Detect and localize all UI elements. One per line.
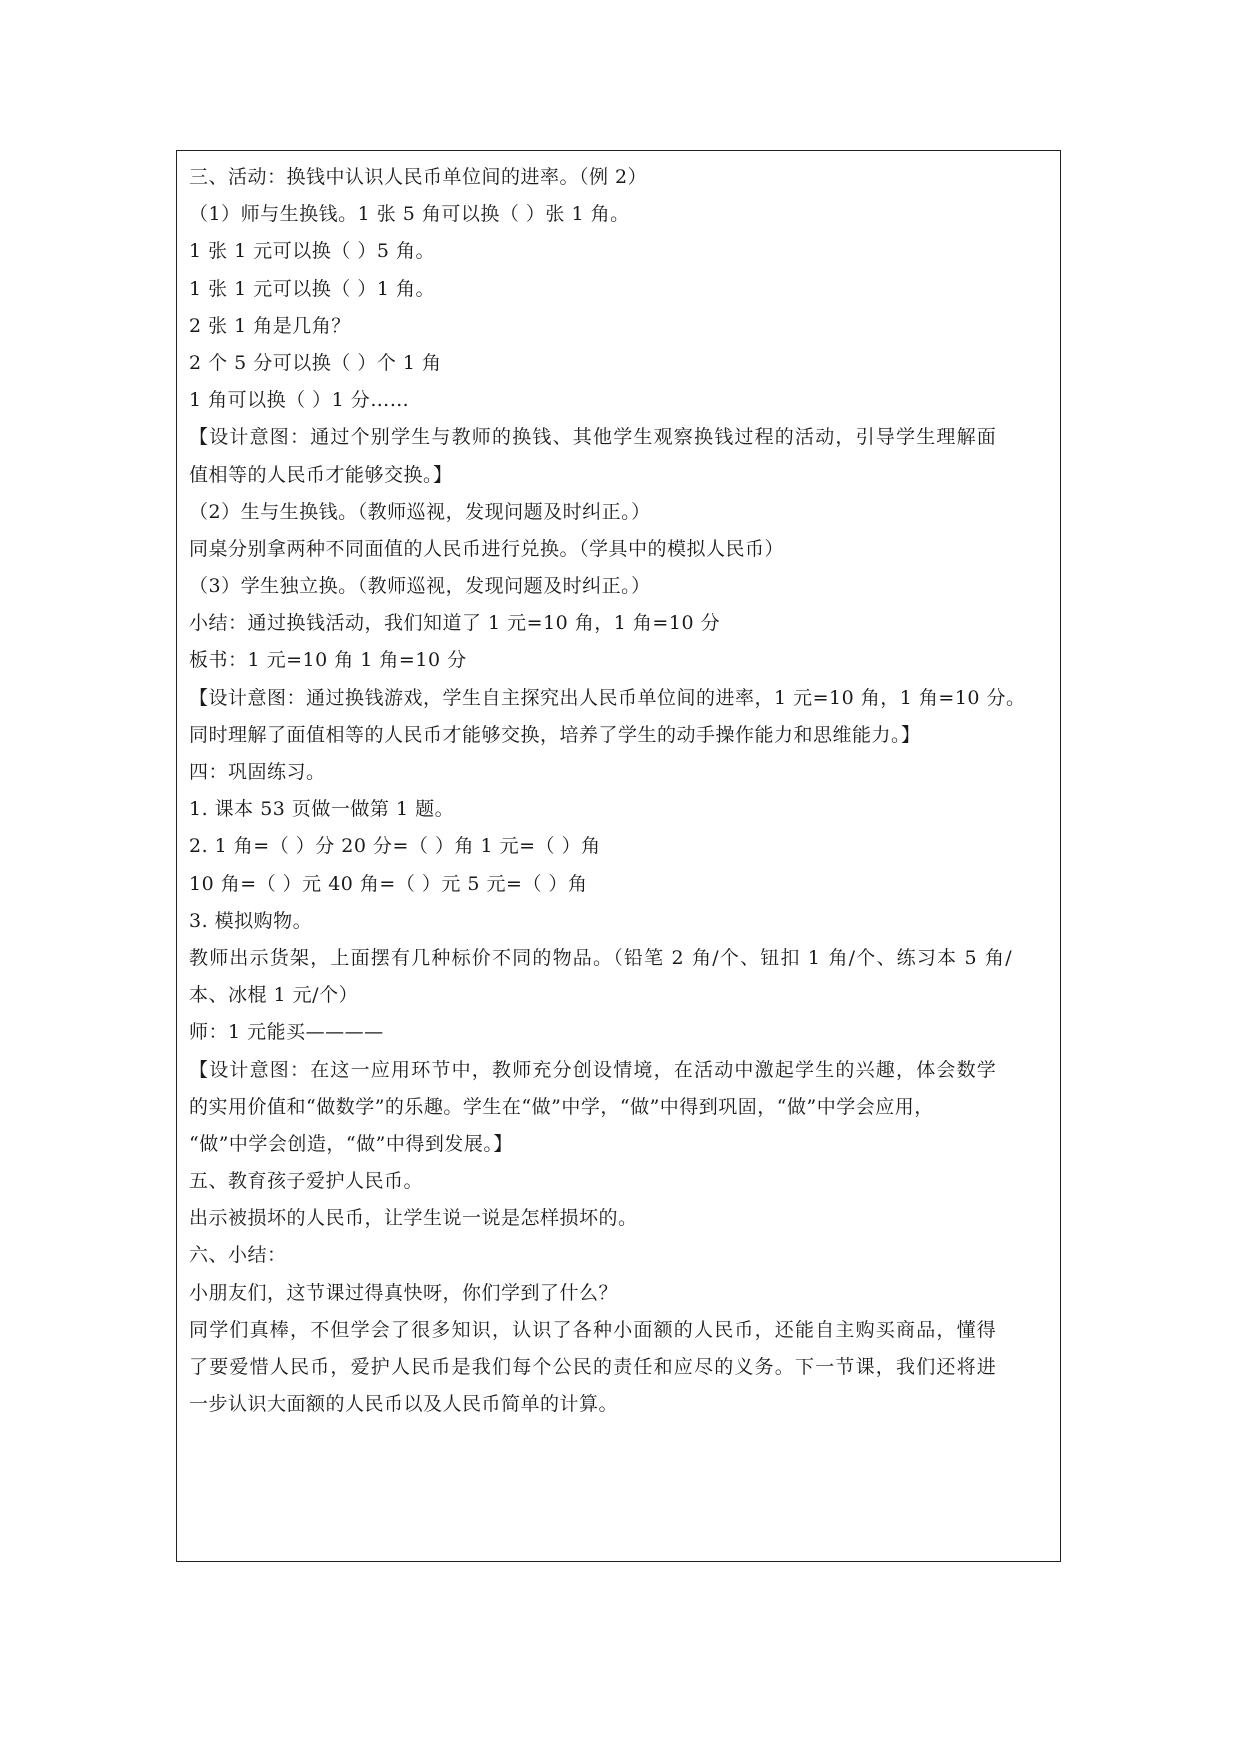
text-line: 师：1 元能买————	[189, 1021, 384, 1044]
text-line: 出示被损坏的人民币，让学生说一说是怎样损坏的。	[189, 1207, 638, 1230]
text-line: 1 张 1 元可以换（ ）5 角。	[189, 240, 435, 263]
design-intent-note: 【设计意图：在这一应用环节中，教师充分创设情境，在活动中激起学生的兴趣，体会数学	[189, 1058, 998, 1081]
text-line: （2）生与生换钱。（教师巡视，发现问题及时纠正。）	[189, 500, 651, 523]
text-line: 2 张 1 角是几角？	[189, 314, 351, 337]
design-intent-note: 【设计意图：通过换钱游戏，学生自主探究出人民币单位间的进率，1 元=10 角，1 角=10 分。	[189, 686, 1026, 709]
text-line: 小朋友们，这节课过得真快呀，你们学到了什么？	[189, 1281, 619, 1304]
text-line: 了要爱惜人民币，爱护人民币是我们每个公民的责任和应尽的义务。下一节课，我们还将进	[189, 1356, 998, 1378]
exercise-line: 3. 模拟购物。	[189, 909, 313, 932]
lesson-content	[189, 159, 1050, 1423]
text-line: 1 张 1 元可以换（ ）1 角。	[189, 277, 435, 300]
section-heading-summary: 六、小结：	[189, 1244, 287, 1267]
text-line: 本、冰棍 1 元/个）	[189, 984, 359, 1007]
summary-line: 小结：通过换钱活动，我们知道了 1 元=10 角，1 角=10 分	[189, 612, 721, 635]
text-line: （3）学生独立换。（教师巡视，发现问题及时纠正。）	[189, 575, 651, 598]
section-heading-education: 五、教育孩子爱护人民币。	[189, 1170, 424, 1193]
text-line: 一步认识大面额的人民币以及人民币简单的计算。	[189, 1393, 619, 1416]
text-line: 1 角可以换（ ）1 分……	[189, 389, 410, 412]
design-intent-note: “做”中学会创造，“做”中得到发展。】	[189, 1132, 513, 1155]
text-line: 教师出示货架，上面摆有几种标价不同的物品。（铅笔 2 角/个、钮扣 1 角/个、练习本 5 角/	[189, 946, 1013, 969]
section-heading-activity: 三、活动：换钱中认识人民币单位间的进率。（例 2）	[189, 166, 648, 188]
design-intent-note: 的实用价值和“做数学”的乐趣。学生在“做”中学，“做”中得到巩固，“做”中学会应用，	[189, 1095, 934, 1118]
text-line: 同桌分别拿两种不同面值的人民币进行兑换。（学具中的模拟人民币）	[189, 537, 785, 560]
exercise-line: 10 角=（ ）元 40 角=（ ）元 5 元=（ ）角	[189, 872, 588, 895]
text-line: （1）师与生换钱。1 张 5 角可以换（ ）张 1 角。	[189, 203, 630, 226]
lesson-table-cell	[176, 150, 1061, 1562]
text-line: 2 个 5 分可以换（ ）个 1 角	[189, 351, 442, 374]
design-intent-note: 【设计意图：通过个别学生与教师的换钱、其他学生观察换钱过程的活动，引导学生理解面	[189, 426, 998, 449]
exercise-line: 2. 1 角=（ ）分 20 分=（ ）角 1 元=（ ）角	[189, 835, 601, 858]
design-intent-note: 同时理解了面值相等的人民币才能够交换，培养了学生的动手操作能力和思维能力。】	[189, 723, 921, 746]
board-writing-line: 板书：1 元=10 角 1 角=10 分	[189, 649, 467, 672]
design-intent-note: 值相等的人民币才能够交换。】	[189, 463, 453, 486]
exercise-line: 1. 课本 53 页做一做第 1 题。	[189, 798, 455, 821]
section-heading-practice: 四：巩固练习。	[189, 761, 326, 783]
text-line: 同学们真棒，不但学会了很多知识，认识了各种小面额的人民币，还能自主购买商品，懂得	[189, 1318, 998, 1341]
